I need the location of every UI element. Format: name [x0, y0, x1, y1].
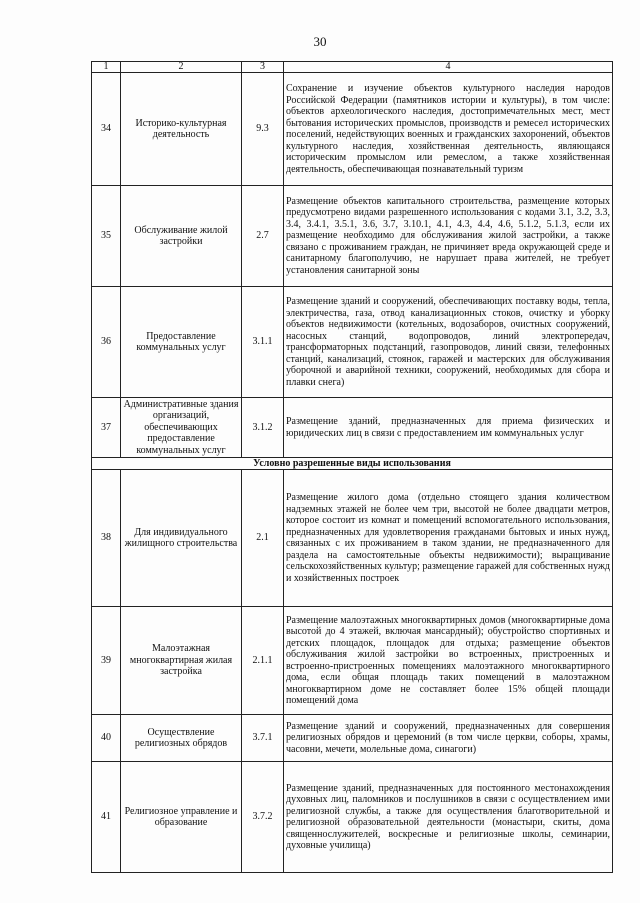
use-type-name: Для индивидуального жилищного строительства — [121, 470, 242, 607]
table-row — [92, 715, 613, 762]
header-cell: 4 — [284, 62, 613, 73]
table-header-row — [92, 62, 613, 73]
use-type-description: Сохранение и изучение объектов культурного наследия народов Российской Федерации (памятников истории и культуры), в том числе: объектов археологического наследия, достопримечательных мест, мест бытования исторических промыслов, производств и ремесел исторических поселений, недействующих военных и гражданских захоронений, объектов культурного наследия, хозяйственная деятельность, являющаяся историческим промыслом или ремеслом, а также хозяйственная деятельность, обеспечивающая познавательный туризм — [284, 73, 613, 186]
row-number: 41 — [92, 762, 121, 873]
table-row — [92, 607, 613, 715]
table-row — [92, 398, 613, 458]
use-type-name: Предоставление коммунальных услуг — [121, 287, 242, 398]
row-number: 40 — [92, 715, 121, 762]
use-type-code: 3.7.2 — [242, 762, 284, 873]
row-number: 35 — [92, 186, 121, 287]
land-use-table — [91, 61, 613, 873]
use-type-name: Религиозное управление и образование — [121, 762, 242, 873]
use-type-code: 2.1.1 — [242, 607, 284, 715]
header-cell: 1 — [92, 62, 121, 73]
use-type-description: Размещение малоэтажных многоквартирных домов (многоквартирные дома высотой до 4 этажей, включая мансардный); обустройство спортивных и детских площадок, площадок для отдыха; размещение объектов обслуживания жилой застройки во встроенных, пристроенных и встроенно-пристроенных помещениях малоэтажного многоквартирного дома, если общая площадь таких помещений в малоэтажном многоквартирном доме не составляет более 15% общей площади помещений дома — [284, 607, 613, 715]
table-row — [92, 287, 613, 398]
use-type-name: Малоэтажная многоквартирная жилая застройка — [121, 607, 242, 715]
use-type-description: Размещение жилого дома (отдельно стоящего здания количеством надземных этажей не более чем три, высотой не более двадцати метров, которое состоит из комнат и помещений вспомогательного использования, предназначенных для удовлетворения гражданами бытовых и иных нужд, связанных с их проживанием в таком здании, не предназначенного для раздела на самостоятельные объекты недвижимости); выращивание сельскохозяйственных культур; размещение гаражей для собственных нужд и хозяйственных построек — [284, 470, 613, 607]
use-type-name: Административные здания организаций, обеспечивающих предоставление коммунальных услуг — [121, 398, 242, 458]
row-number: 37 — [92, 398, 121, 458]
use-type-code: 3.7.1 — [242, 715, 284, 762]
row-number: 38 — [92, 470, 121, 607]
header-cell: 2 — [121, 62, 242, 73]
section-header-row — [92, 458, 613, 470]
use-type-name: Историко-культурная деятельность — [121, 73, 242, 186]
row-number: 39 — [92, 607, 121, 715]
use-type-code: 2.1 — [242, 470, 284, 607]
use-type-name: Обслуживание жилой застройки — [121, 186, 242, 287]
use-type-description: Размещение зданий, предназначенных для приема физических и юридических лиц в связи с предоставлением им коммунальных услуг — [284, 398, 613, 458]
use-type-code: 2.7 — [242, 186, 284, 287]
section-title: Условно разрешенные виды использования — [92, 458, 613, 470]
row-number: 36 — [92, 287, 121, 398]
use-type-code: 3.1.1 — [242, 287, 284, 398]
use-type-description: Размещение зданий и сооружений, обеспечивающих поставку воды, тепла, электричества, газа, отвод канализационных стоков, очистку и уборку объектов недвижимости (котельных, водозаборов, очистных сооружений, насосных станций, водопроводов, линий электропередач, трансформаторных подстанций, газопроводов, линий связи, телефонных станций, канализаций, стоянок, гаражей и мастерских для обслуживания уборочной и аварийной техники, сооружений, необходимых для сбора и плавки снега) — [284, 287, 613, 398]
table-row — [92, 470, 613, 607]
use-type-name: Осуществление религиозных обрядов — [121, 715, 242, 762]
table-row — [92, 762, 613, 873]
use-type-description: Размещение зданий, предназначенных для постоянного местонахождения духовных лиц, паломников и послушников в связи с осуществлением ими религиозной службы, а также для осуществления благотворительной и религиозной образовательной деятельности (монастыри, скиты, дома священнослужителей, воскресные и религиозные школы, семинарии, духовные училища) — [284, 762, 613, 873]
use-type-code: 9.3 — [242, 73, 284, 186]
use-type-code: 3.1.2 — [242, 398, 284, 458]
header-cell: 3 — [242, 62, 284, 73]
use-type-description: Размещение объектов капитального строительства, размещение которых предусмотрено видами разрешенного использования с кодами 3.1, 3.2, 3.3, 3.4, 3.4.1, 3.5.1, 3.6, 3.7, 3.10.1, 4.1, 4.3, 4.4, 4.6, 5.1.2, 5.1.3, если их размещение необходимо для обслуживания жилой застройки, а также связано с проживанием граждан, не причиняет вреда окружающей среде и санитарному благополучию, не нарушает права жителей, не требует установления санитарной зоны — [284, 186, 613, 287]
row-number: 34 — [92, 73, 121, 186]
page-number: 30 — [313, 34, 327, 49]
table-row — [92, 73, 613, 186]
table-row — [92, 186, 613, 287]
use-type-description: Размещение зданий и сооружений, предназначенных для совершения религиозных обрядов и церемоний (в том числе церкви, соборы, храмы, часовни, мечети, молельные дома, синагоги) — [284, 715, 613, 762]
